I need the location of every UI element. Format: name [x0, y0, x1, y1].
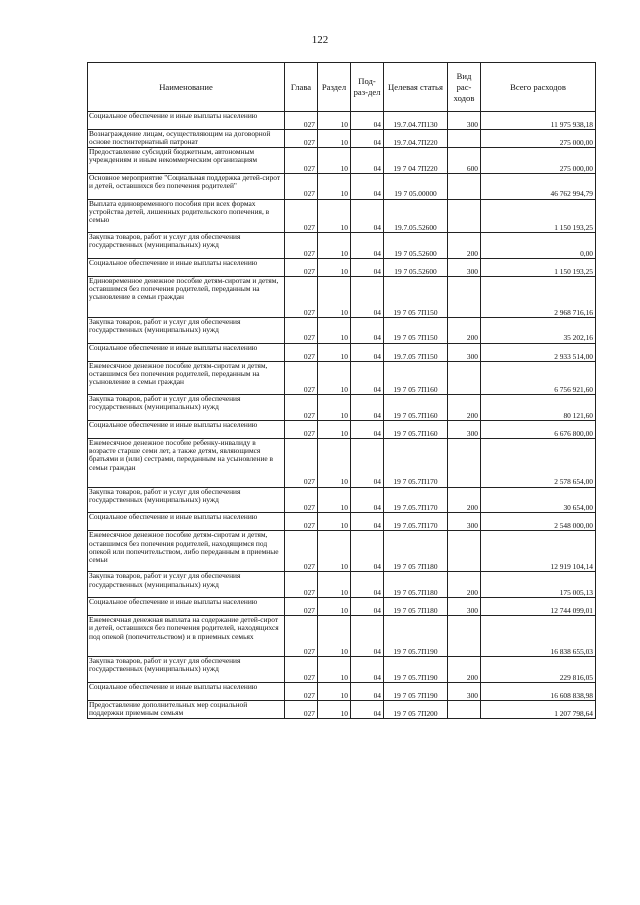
row-razdel-cell: 10 — [318, 572, 351, 598]
page-number: 122 — [311, 34, 329, 46]
row-summa-cell: 275 000,00 — [481, 148, 596, 174]
row-podrazdel-cell: 04 — [351, 616, 384, 657]
row-name-cell: Закупка товаров, работ и услуг для обеспечения государственных (муниципальных) нужд — [88, 487, 285, 513]
row-glava-cell: 027 — [285, 487, 318, 513]
row-razdel-cell: 10 — [318, 199, 351, 232]
row-vid-cell: 300 — [448, 682, 481, 700]
table-row — [88, 148, 596, 174]
row-name-cell: Единовременное денежное пособие детям-сиротам и детям, оставшимся без попечения родителей, переданным на усыновление в семьи граждан — [88, 276, 285, 317]
row-glava-cell: 027 — [285, 438, 318, 487]
row-vid-cell: 200 — [448, 317, 481, 343]
table-row — [88, 258, 596, 276]
header-razdel: Раздел — [318, 63, 351, 112]
row-statya-cell: 19 7 04 7П220 — [384, 148, 448, 174]
row-glava-cell: 027 — [285, 317, 318, 343]
row-razdel-cell: 10 — [318, 130, 351, 148]
row-statya-cell: 19 7 05 7П180 — [384, 531, 448, 572]
row-razdel-cell: 10 — [318, 317, 351, 343]
row-name-cell: Ежемесячное денежное пособие детям-сиротам и детям, оставшимся без попечения родителей, находящимся под опекой или попечительством, либо переданным в приемные семьи — [88, 531, 285, 572]
row-statya-cell: 19 7 05 7П150 — [384, 317, 448, 343]
row-statya-cell: 19 7 05.52600 — [384, 233, 448, 259]
row-name-cell: Социальное обеспечение и иные выплаты населению — [88, 420, 285, 438]
row-statya-cell: 19 7 05.7П170 — [384, 438, 448, 487]
header-summa: Всего расходов — [481, 63, 596, 112]
row-razdel-cell: 10 — [318, 701, 351, 719]
row-summa-cell: 16 608 838,98 — [481, 682, 596, 700]
budget-table — [87, 62, 596, 719]
row-podrazdel-cell: 04 — [351, 531, 384, 572]
row-razdel-cell: 10 — [318, 438, 351, 487]
row-glava-cell: 027 — [285, 657, 318, 683]
table-row — [88, 531, 596, 572]
row-vid-cell: 300 — [448, 112, 481, 130]
row-podrazdel-cell: 04 — [351, 343, 384, 361]
row-podrazdel-cell: 04 — [351, 572, 384, 598]
row-glava-cell: 027 — [285, 173, 318, 199]
row-name-cell: Закупка товаров, работ и услуг для обеспечения государственных (муниципальных) нужд — [88, 572, 285, 598]
row-summa-cell: 2 578 654,00 — [481, 438, 596, 487]
row-vid-cell: 200 — [448, 487, 481, 513]
row-summa-cell: 1 150 193,25 — [481, 199, 596, 232]
row-statya-cell: 19 7 05.7П160 — [384, 395, 448, 421]
row-name-cell: Предоставление дополнительных мер социальной поддержки приемным семьям — [88, 701, 285, 719]
row-statya-cell: 19 7 05 7П190 — [384, 682, 448, 700]
row-podrazdel-cell: 04 — [351, 420, 384, 438]
table-row — [88, 657, 596, 683]
row-glava-cell: 027 — [285, 395, 318, 421]
row-razdel-cell: 10 — [318, 657, 351, 683]
row-razdel-cell: 10 — [318, 531, 351, 572]
row-statya-cell: 19.7.05.52600 — [384, 199, 448, 232]
row-name-cell: Ежемесячная денежная выплата на содержание детей-сирот и детей, оставшихся без попечения родителей, находящихся под опекой (попечительством) и в приемных семьях — [88, 616, 285, 657]
row-summa-cell: 2 968 716,16 — [481, 276, 596, 317]
table-row — [88, 199, 596, 232]
row-razdel-cell: 10 — [318, 233, 351, 259]
header-vid: Вид рас-ходов — [448, 63, 481, 112]
row-summa-cell: 16 838 655,03 — [481, 616, 596, 657]
row-vid-cell — [448, 173, 481, 199]
row-podrazdel-cell: 04 — [351, 317, 384, 343]
row-podrazdel-cell: 04 — [351, 657, 384, 683]
row-podrazdel-cell: 04 — [351, 682, 384, 700]
table-row — [88, 513, 596, 531]
row-glava-cell: 027 — [285, 361, 318, 394]
table-row — [88, 173, 596, 199]
row-statya-cell: 19.7.04.7П220 — [384, 130, 448, 148]
row-glava-cell: 027 — [285, 513, 318, 531]
row-vid-cell: 200 — [448, 233, 481, 259]
table-row — [88, 572, 596, 598]
row-podrazdel-cell: 04 — [351, 395, 384, 421]
row-name-cell: Основное мероприятие "Социальная поддержка детей-сирот и детей, оставшихся без попечения родителей" — [88, 173, 285, 199]
row-razdel-cell: 10 — [318, 258, 351, 276]
row-podrazdel-cell: 04 — [351, 130, 384, 148]
row-podrazdel-cell: 04 — [351, 173, 384, 199]
row-podrazdel-cell: 04 — [351, 112, 384, 130]
row-vid-cell: 200 — [448, 572, 481, 598]
row-name-cell: Предоставление субсидий бюджетным, автономным учреждениям и иным некоммерческим организациям — [88, 148, 285, 174]
row-podrazdel-cell: 04 — [351, 276, 384, 317]
row-razdel-cell: 10 — [318, 616, 351, 657]
row-summa-cell: 12 744 099,01 — [481, 598, 596, 616]
row-vid-cell — [448, 616, 481, 657]
row-razdel-cell: 10 — [318, 513, 351, 531]
row-podrazdel-cell: 04 — [351, 258, 384, 276]
row-statya-cell: 19 7 05.52600 — [384, 258, 448, 276]
row-glava-cell: 027 — [285, 112, 318, 130]
row-podrazdel-cell: 04 — [351, 148, 384, 174]
row-glava-cell: 027 — [285, 258, 318, 276]
header-name: Наименование — [88, 63, 285, 112]
row-vid-cell: 300 — [448, 343, 481, 361]
table-row — [88, 130, 596, 148]
row-summa-cell: 6 676 800,00 — [481, 420, 596, 438]
row-summa-cell: 0,00 — [481, 233, 596, 259]
row-summa-cell: 1 150 193,25 — [481, 258, 596, 276]
row-name-cell: Социальное обеспечение и иные выплаты населению — [88, 112, 285, 130]
table-row — [88, 112, 596, 130]
header-glava: Глава — [285, 63, 318, 112]
row-statya-cell: 19.7.04.7П130 — [384, 112, 448, 130]
row-statya-cell: 19 7 05.7П160 — [384, 420, 448, 438]
row-statya-cell: 19 7 05.7П180 — [384, 572, 448, 598]
row-summa-cell: 275 000,00 — [481, 130, 596, 148]
row-vid-cell — [448, 438, 481, 487]
row-glava-cell: 027 — [285, 130, 318, 148]
row-summa-cell: 35 202,16 — [481, 317, 596, 343]
row-name-cell: Вознаграждение лицам, осуществляющим на договорной основе постинтернатный патронат — [88, 130, 285, 148]
table-row — [88, 343, 596, 361]
row-vid-cell: 300 — [448, 258, 481, 276]
table-header-row — [88, 63, 596, 112]
row-vid-cell — [448, 199, 481, 232]
row-statya-cell: 19 7 05.7П190 — [384, 657, 448, 683]
row-razdel-cell: 10 — [318, 682, 351, 700]
row-vid-cell — [448, 531, 481, 572]
row-name-cell: Социальное обеспечение и иные выплаты населению — [88, 343, 285, 361]
row-glava-cell: 027 — [285, 276, 318, 317]
table-row — [88, 487, 596, 513]
row-glava-cell: 027 — [285, 420, 318, 438]
row-statya-cell: 19 7 05 7П180 — [384, 598, 448, 616]
table-body — [88, 112, 596, 719]
row-summa-cell: 46 762 994,79 — [481, 173, 596, 199]
table-row — [88, 438, 596, 487]
row-podrazdel-cell: 04 — [351, 438, 384, 487]
row-name-cell: Закупка товаров, работ и услуг для обеспечения государственных (муниципальных) нужд — [88, 233, 285, 259]
row-vid-cell: 300 — [448, 513, 481, 531]
table-row — [88, 701, 596, 719]
row-glava-cell: 027 — [285, 682, 318, 700]
row-vid-cell: 300 — [448, 420, 481, 438]
row-glava-cell: 027 — [285, 701, 318, 719]
row-vid-cell — [448, 361, 481, 394]
row-glava-cell: 027 — [285, 148, 318, 174]
header-podrazdel: Под-раз-дел — [351, 63, 384, 112]
row-name-cell: Ежемесячное денежное пособие ребенку-инвалиду в возрасте старше семи лет, а также детям, являющимся братьями и (или) сестрами, переданным на усыновление в семьи граждан — [88, 438, 285, 487]
row-razdel-cell: 10 — [318, 395, 351, 421]
row-summa-cell: 12 919 104,14 — [481, 531, 596, 572]
row-glava-cell: 027 — [285, 572, 318, 598]
row-summa-cell: 6 756 921,60 — [481, 361, 596, 394]
row-name-cell: Социальное обеспечение и иные выплаты населению — [88, 682, 285, 700]
row-glava-cell: 027 — [285, 598, 318, 616]
table-row — [88, 361, 596, 394]
row-summa-cell: 80 121,60 — [481, 395, 596, 421]
row-name-cell: Социальное обеспечение и иные выплаты населению — [88, 598, 285, 616]
row-glava-cell: 027 — [285, 616, 318, 657]
header-statya: Целевая статья — [384, 63, 448, 112]
row-name-cell: Закупка товаров, работ и услуг для обеспечения государственных (муниципальных) нужд — [88, 395, 285, 421]
row-name-cell: Ежемесячное денежное пособие детям-сиротам и детям, оставшимся без попечения родителей, переданным на усыновление в семьи граждан — [88, 361, 285, 394]
row-statya-cell: 19 7 05 7П160 — [384, 361, 448, 394]
row-vid-cell: 300 — [448, 598, 481, 616]
row-glava-cell: 027 — [285, 531, 318, 572]
row-glava-cell: 027 — [285, 199, 318, 232]
row-statya-cell: 19 7.05.7П170 — [384, 487, 448, 513]
table-row — [88, 598, 596, 616]
row-razdel-cell: 10 — [318, 276, 351, 317]
row-vid-cell: 600 — [448, 148, 481, 174]
row-razdel-cell: 10 — [318, 420, 351, 438]
row-name-cell: Социальное обеспечение и иные выплаты населению — [88, 513, 285, 531]
row-razdel-cell: 10 — [318, 361, 351, 394]
row-razdel-cell: 10 — [318, 598, 351, 616]
row-statya-cell: 19 7 05.00000 — [384, 173, 448, 199]
table-row — [88, 233, 596, 259]
table-row — [88, 395, 596, 421]
row-summa-cell: 1 207 798,64 — [481, 701, 596, 719]
row-vid-cell — [448, 276, 481, 317]
row-razdel-cell: 10 — [318, 487, 351, 513]
row-vid-cell — [448, 130, 481, 148]
row-podrazdel-cell: 04 — [351, 487, 384, 513]
row-summa-cell: 2 548 000,00 — [481, 513, 596, 531]
row-podrazdel-cell: 04 — [351, 233, 384, 259]
row-podrazdel-cell: 04 — [351, 701, 384, 719]
row-podrazdel-cell: 04 — [351, 361, 384, 394]
row-razdel-cell: 10 — [318, 173, 351, 199]
row-summa-cell: 30 654,00 — [481, 487, 596, 513]
table-row — [88, 317, 596, 343]
row-name-cell: Закупка товаров, работ и услуг для обеспечения государственных (муниципальных) нужд — [88, 317, 285, 343]
row-razdel-cell: 10 — [318, 148, 351, 174]
row-statya-cell: 19 7 05.7П190 — [384, 616, 448, 657]
row-name-cell: Выплата единовременного пособия при всех формах устройства детей, лишенных родительского попечения, в семью — [88, 199, 285, 232]
row-razdel-cell: 10 — [318, 343, 351, 361]
row-statya-cell: 19.7.05 7П150 — [384, 343, 448, 361]
row-statya-cell: 19 7.05.7П170 — [384, 513, 448, 531]
row-summa-cell: 175 005,13 — [481, 572, 596, 598]
row-name-cell: Социальное обеспечение и иные выплаты населению — [88, 258, 285, 276]
row-statya-cell: 19 7 05 7П150 — [384, 276, 448, 317]
row-razdel-cell: 10 — [318, 112, 351, 130]
row-podrazdel-cell: 04 — [351, 513, 384, 531]
table-row — [88, 276, 596, 317]
row-name-cell: Закупка товаров, работ и услуг для обеспечения государственных (муниципальных) нужд — [88, 657, 285, 683]
row-podrazdel-cell: 04 — [351, 199, 384, 232]
row-glava-cell: 027 — [285, 343, 318, 361]
row-statya-cell: 19 7 05 7П200 — [384, 701, 448, 719]
table-row — [88, 616, 596, 657]
table-row — [88, 420, 596, 438]
row-summa-cell: 2 933 514,00 — [481, 343, 596, 361]
row-vid-cell — [448, 701, 481, 719]
row-podrazdel-cell: 04 — [351, 598, 384, 616]
row-vid-cell: 200 — [448, 657, 481, 683]
row-summa-cell: 11 975 938,18 — [481, 112, 596, 130]
row-vid-cell: 200 — [448, 395, 481, 421]
row-glava-cell: 027 — [285, 233, 318, 259]
row-summa-cell: 229 816,05 — [481, 657, 596, 683]
table-row — [88, 682, 596, 700]
